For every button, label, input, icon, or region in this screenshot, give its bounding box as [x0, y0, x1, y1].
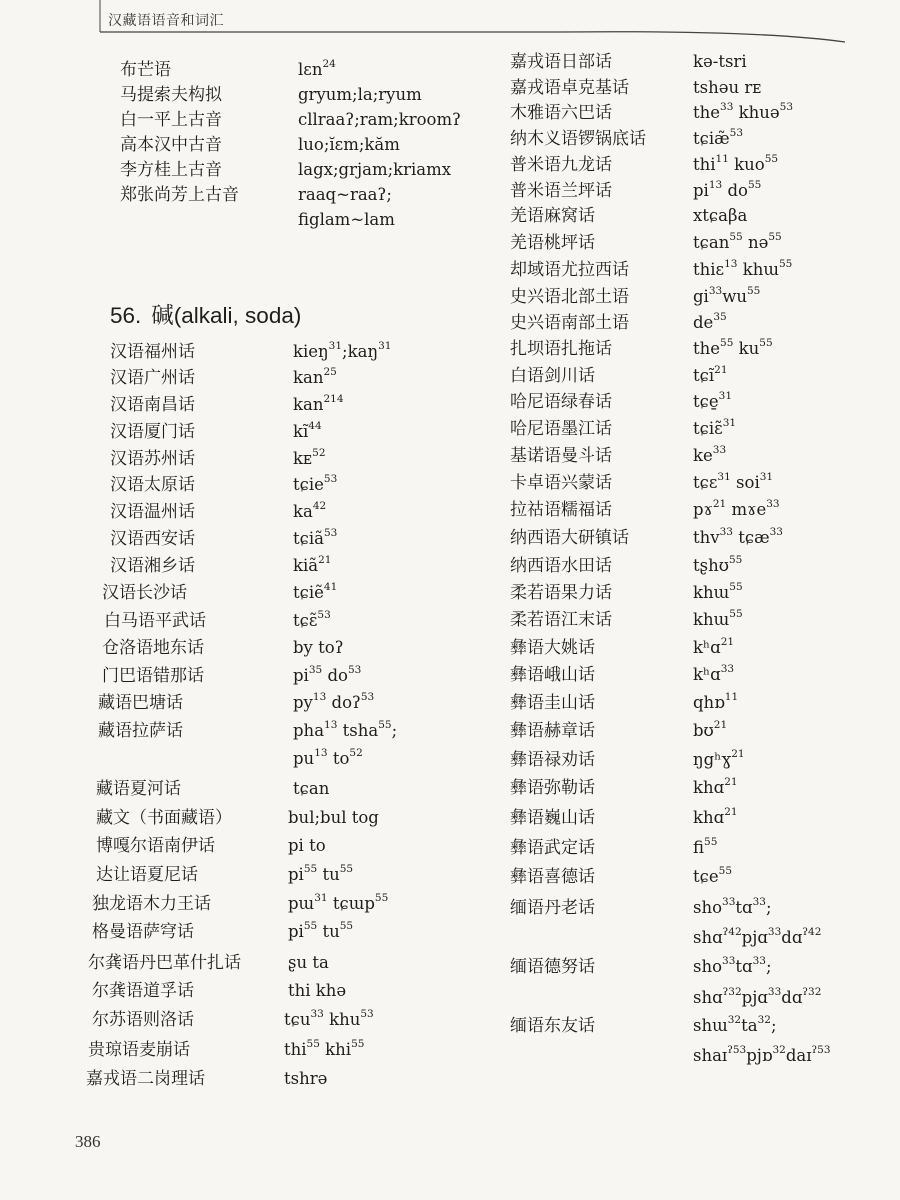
word-form: shɑ$^{ʔ42}$pjɑ$^{33}$dɑ$^{ʔ42}$ — [693, 925, 822, 947]
language-name: 汉语太原话 — [110, 475, 195, 495]
word-form: the$^{33}$ khuə$^{53}$ — [693, 100, 794, 122]
language-name: 达让语夏尼话 — [96, 865, 198, 885]
language-name: 藏语拉萨话 — [98, 721, 183, 741]
language-name: 纳西语大研镇话 — [510, 528, 629, 548]
language-name: 尔苏语则洛话 — [92, 1010, 194, 1030]
word-form: kiã$^{21}$ — [293, 553, 332, 575]
language-name: 缅语东友话 — [510, 1016, 595, 1036]
page-number: 386 — [75, 1132, 101, 1151]
word-form: kʰɑ$^{33}$ — [693, 662, 735, 684]
language-name: 白一平上古音 — [120, 110, 222, 130]
word-form: luo;ĭɛm;kăm — [298, 135, 400, 154]
language-name: 藏语巴塘话 — [98, 693, 183, 713]
word-form: ʂu ta — [288, 953, 329, 972]
language-name: 彝语禄劝话 — [510, 750, 595, 770]
language-name: 李方桂上古音 — [120, 160, 222, 180]
language-name: 尔龚语道孚话 — [92, 981, 194, 1001]
word-form: thiɛ$^{13}$ khɯ$^{55}$ — [693, 257, 793, 279]
language-name: 藏语夏河话 — [96, 779, 181, 799]
word-form: the$^{55}$ $ku^{55}$ — [693, 336, 773, 358]
word-form: tshrə — [284, 1069, 328, 1088]
section-number: 56. — [110, 303, 142, 328]
word-form: $kĩ^{44}$ — [293, 419, 322, 441]
language-name: 普米语九龙话 — [510, 155, 612, 175]
section-heading — [110, 298, 301, 330]
word-form: tɕan — [293, 779, 330, 798]
language-name: 尔龚语丹巴革什扎话 — [88, 953, 241, 973]
word-form: bʊ$^{21}$ — [693, 718, 728, 740]
word-form: thv$^{33}$ tɕæ$^{33}$ — [693, 525, 783, 547]
language-name: 仓洛语地东话 — [102, 638, 204, 658]
language-name: 却域语尤拉西话 — [510, 260, 629, 280]
word-form: tɕĩ$^{21}$ — [693, 363, 728, 385]
word-form: $pi^{55}$ $tu^{55}$ — [288, 862, 354, 884]
word-form: tɕɛ̃$^{53}$ — [293, 608, 331, 630]
language-name: 彝语武定话 — [510, 838, 595, 858]
word-form: lɛn$^{24}$ — [298, 57, 336, 79]
language-name: 嘉戎语日部话 — [510, 52, 612, 72]
word-form: shaɪ$^{ʔ53}$pjɒ$^{32}$daɪ$^{ʔ53}$ — [693, 1043, 831, 1065]
word-form: tɕe$^{55}$ — [693, 864, 733, 886]
language-name: 汉语西安话 — [110, 529, 195, 549]
language-name: 藏文（书面藏语） — [96, 808, 232, 828]
language-name: 彝语喜德话 — [510, 867, 595, 887]
language-name: 纳木义语锣锅底话 — [510, 129, 646, 149]
language-name: 白马语平武话 — [104, 611, 206, 631]
word-form: tɕiɛ̃$^{31}$ — [693, 416, 737, 438]
word-form: tɕiẽ$^{41}$ — [293, 580, 338, 602]
word-form: shɑ$^{ʔ32}$pjɑ$^{33}$dɑ$^{ʔ32}$ — [693, 985, 822, 1007]
word-form: $ke^{33}$ — [693, 443, 727, 465]
language-name: 缅语丹老话 — [510, 898, 595, 918]
word-form: kan$^{25}$ — [293, 365, 337, 387]
word-form: pɤ$^{21}$ mɤe$^{33}$ — [693, 497, 780, 519]
language-name: 羌语麻窝话 — [510, 206, 595, 226]
language-name: 高本汉中古音 — [120, 135, 222, 155]
word-form: $de^{35}$ — [693, 310, 727, 332]
word-form: kᴇ$^{52}$ — [293, 446, 326, 468]
word-form: khɯ$^{55}$ — [693, 607, 743, 629]
word-form: thi$^{11}$ kuo$^{55}$ — [693, 152, 779, 174]
language-name: 汉语湘乡话 — [110, 556, 195, 576]
language-name: 汉语福州话 — [110, 342, 195, 362]
language-name: 彝语圭山话 — [510, 693, 595, 713]
language-name: 汉语厦门话 — [110, 422, 195, 442]
language-name: 哈尼语墨江话 — [510, 419, 612, 439]
word-form: tɕe̱$^{31}$ — [693, 389, 733, 411]
word-form: tɕie$^{53}$ — [293, 472, 338, 494]
word-form: kʰɑ$^{21}$ — [693, 635, 735, 657]
word-form: tɕan$^{55}$ nə$^{55}$ — [693, 230, 782, 252]
word-form: sho$^{33}$tɑ$^{33}$; — [693, 895, 772, 917]
word-form: khɯ$^{55}$ — [693, 580, 743, 602]
word-form: tshəu rᴇ — [693, 78, 762, 97]
word-form: kə-tsri — [693, 52, 747, 71]
word-form: pha$^{13}$ tsha$^{55}$; — [293, 718, 398, 740]
language-name: 柔若语江末话 — [510, 610, 612, 630]
language-name: 扎坝语扎拖话 — [510, 339, 612, 359]
section-title: 碱(alkali, soda) — [151, 303, 302, 328]
language-name: 门巴语错那话 — [102, 666, 204, 686]
language-name: 普米语兰坪话 — [510, 181, 612, 201]
language-name: 嘉戎语卓克基话 — [510, 78, 629, 98]
word-form: tɕu$^{33}$ khu$^{53}$ — [284, 1007, 374, 1029]
word-form: lagx;grjam;kriamx — [298, 160, 452, 179]
language-name: 拉祜语糯福话 — [510, 500, 612, 520]
language-name: 汉语长沙话 — [102, 583, 187, 603]
word-form: kan$^{214}$ — [293, 392, 344, 414]
word-form: raaq~raaʔ; — [298, 185, 392, 204]
word-form: by toʔ — [293, 638, 344, 657]
language-name: 彝语峨山话 — [510, 665, 595, 685]
language-name: 汉语南昌话 — [110, 395, 195, 415]
language-name: 木雅语六巴话 — [510, 103, 612, 123]
word-form: $fi^{55}$ — [693, 835, 718, 857]
word-form: gryum;la;ryum — [298, 85, 422, 104]
language-name: 贵琼语麦崩话 — [88, 1040, 190, 1060]
language-name: 柔若语果力话 — [510, 583, 612, 603]
language-name: 独龙语木力王话 — [92, 894, 211, 914]
word-form: tɕiæ̃$^{53}$ — [693, 126, 744, 148]
language-name: 汉语苏州话 — [110, 449, 195, 469]
word-form: bul;bul tog — [288, 808, 379, 827]
language-name: 彝语弥勒话 — [510, 778, 595, 798]
language-name: 纳西语水田话 — [510, 556, 612, 576]
language-name: 羌语桃坪话 — [510, 233, 595, 253]
language-name: 郑张尚芳上古音 — [120, 185, 239, 205]
word-form: sho$^{33}$tɑ$^{33}$; — [693, 954, 772, 976]
language-name: 博嘎尔语南伊话 — [96, 836, 215, 856]
word-form: ŋgʰɣ$^{21}$ — [693, 747, 745, 769]
language-name: 卡卓语兴蒙话 — [510, 473, 612, 493]
word-form: $py^{13}$ doʔ$^{53}$ — [293, 690, 375, 712]
word-form: kieŋ$^{31}$;kaŋ$^{31}$ — [293, 339, 392, 361]
word-form: khɑ$^{21}$ — [693, 775, 738, 797]
word-form: pi to — [288, 836, 326, 855]
word-form: tʂhʊ$^{55}$ — [693, 553, 743, 575]
word-form: xtɕaβa — [693, 206, 748, 225]
language-name: 白语剑川话 — [510, 366, 595, 386]
language-name: 汉语温州话 — [110, 502, 195, 522]
word-form: $pi^{35}$ $do^{53}$ — [293, 663, 362, 685]
language-name: 布芒语 — [120, 60, 171, 80]
language-name: 格曼语萨穹话 — [92, 922, 194, 942]
language-name: 马提索夫构拟 — [120, 85, 222, 105]
word-form: khɑ$^{21}$ — [693, 805, 738, 827]
word-form: cllraaʔ;ram;kroomʔ — [298, 110, 461, 129]
word-form: qhɒ$^{11}$ — [693, 690, 739, 712]
word-form: thi khə — [288, 981, 347, 1000]
word-form: tɕɛ$^{31}$ soi$^{31}$ — [693, 470, 774, 492]
language-name: 哈尼语绿春话 — [510, 392, 612, 412]
language-name: 缅语德努话 — [510, 957, 595, 977]
word-form: pɯ$^{31}$ tɕɯp$^{55}$ — [288, 891, 389, 913]
language-name: 史兴语南部土语 — [510, 313, 629, 333]
word-form: $ka^{42}$ — [293, 499, 327, 521]
word-form: $shɯ^{32}ta^{32}$; — [693, 1013, 777, 1035]
word-form: $pi^{55}$ $tu^{55}$ — [288, 919, 354, 941]
word-form: tɕiã$^{53}$ — [293, 526, 338, 548]
word-form: thi$^{55}$ khi$^{55}$ — [284, 1037, 365, 1059]
word-form: $gi^{33}wu^{55}$ — [693, 284, 761, 306]
language-name: 彝语赫章话 — [510, 721, 595, 741]
word-form: $pi^{13}$ $do^{55}$ — [693, 178, 762, 200]
word-form: figlam~lam — [298, 210, 395, 229]
language-name: 史兴语北部土语 — [510, 287, 629, 307]
language-name: 汉语广州话 — [110, 368, 195, 388]
language-name: 彝语巍山话 — [510, 808, 595, 828]
language-name: 彝语大姚话 — [510, 638, 595, 658]
language-name: 嘉戎语二岗理话 — [86, 1069, 205, 1089]
running-header: 汉藏语语音和词汇 — [108, 13, 224, 29]
language-name: 基诺语曼斗话 — [510, 446, 612, 466]
word-form: $pu^{13}$ $to^{52}$ — [293, 746, 363, 768]
